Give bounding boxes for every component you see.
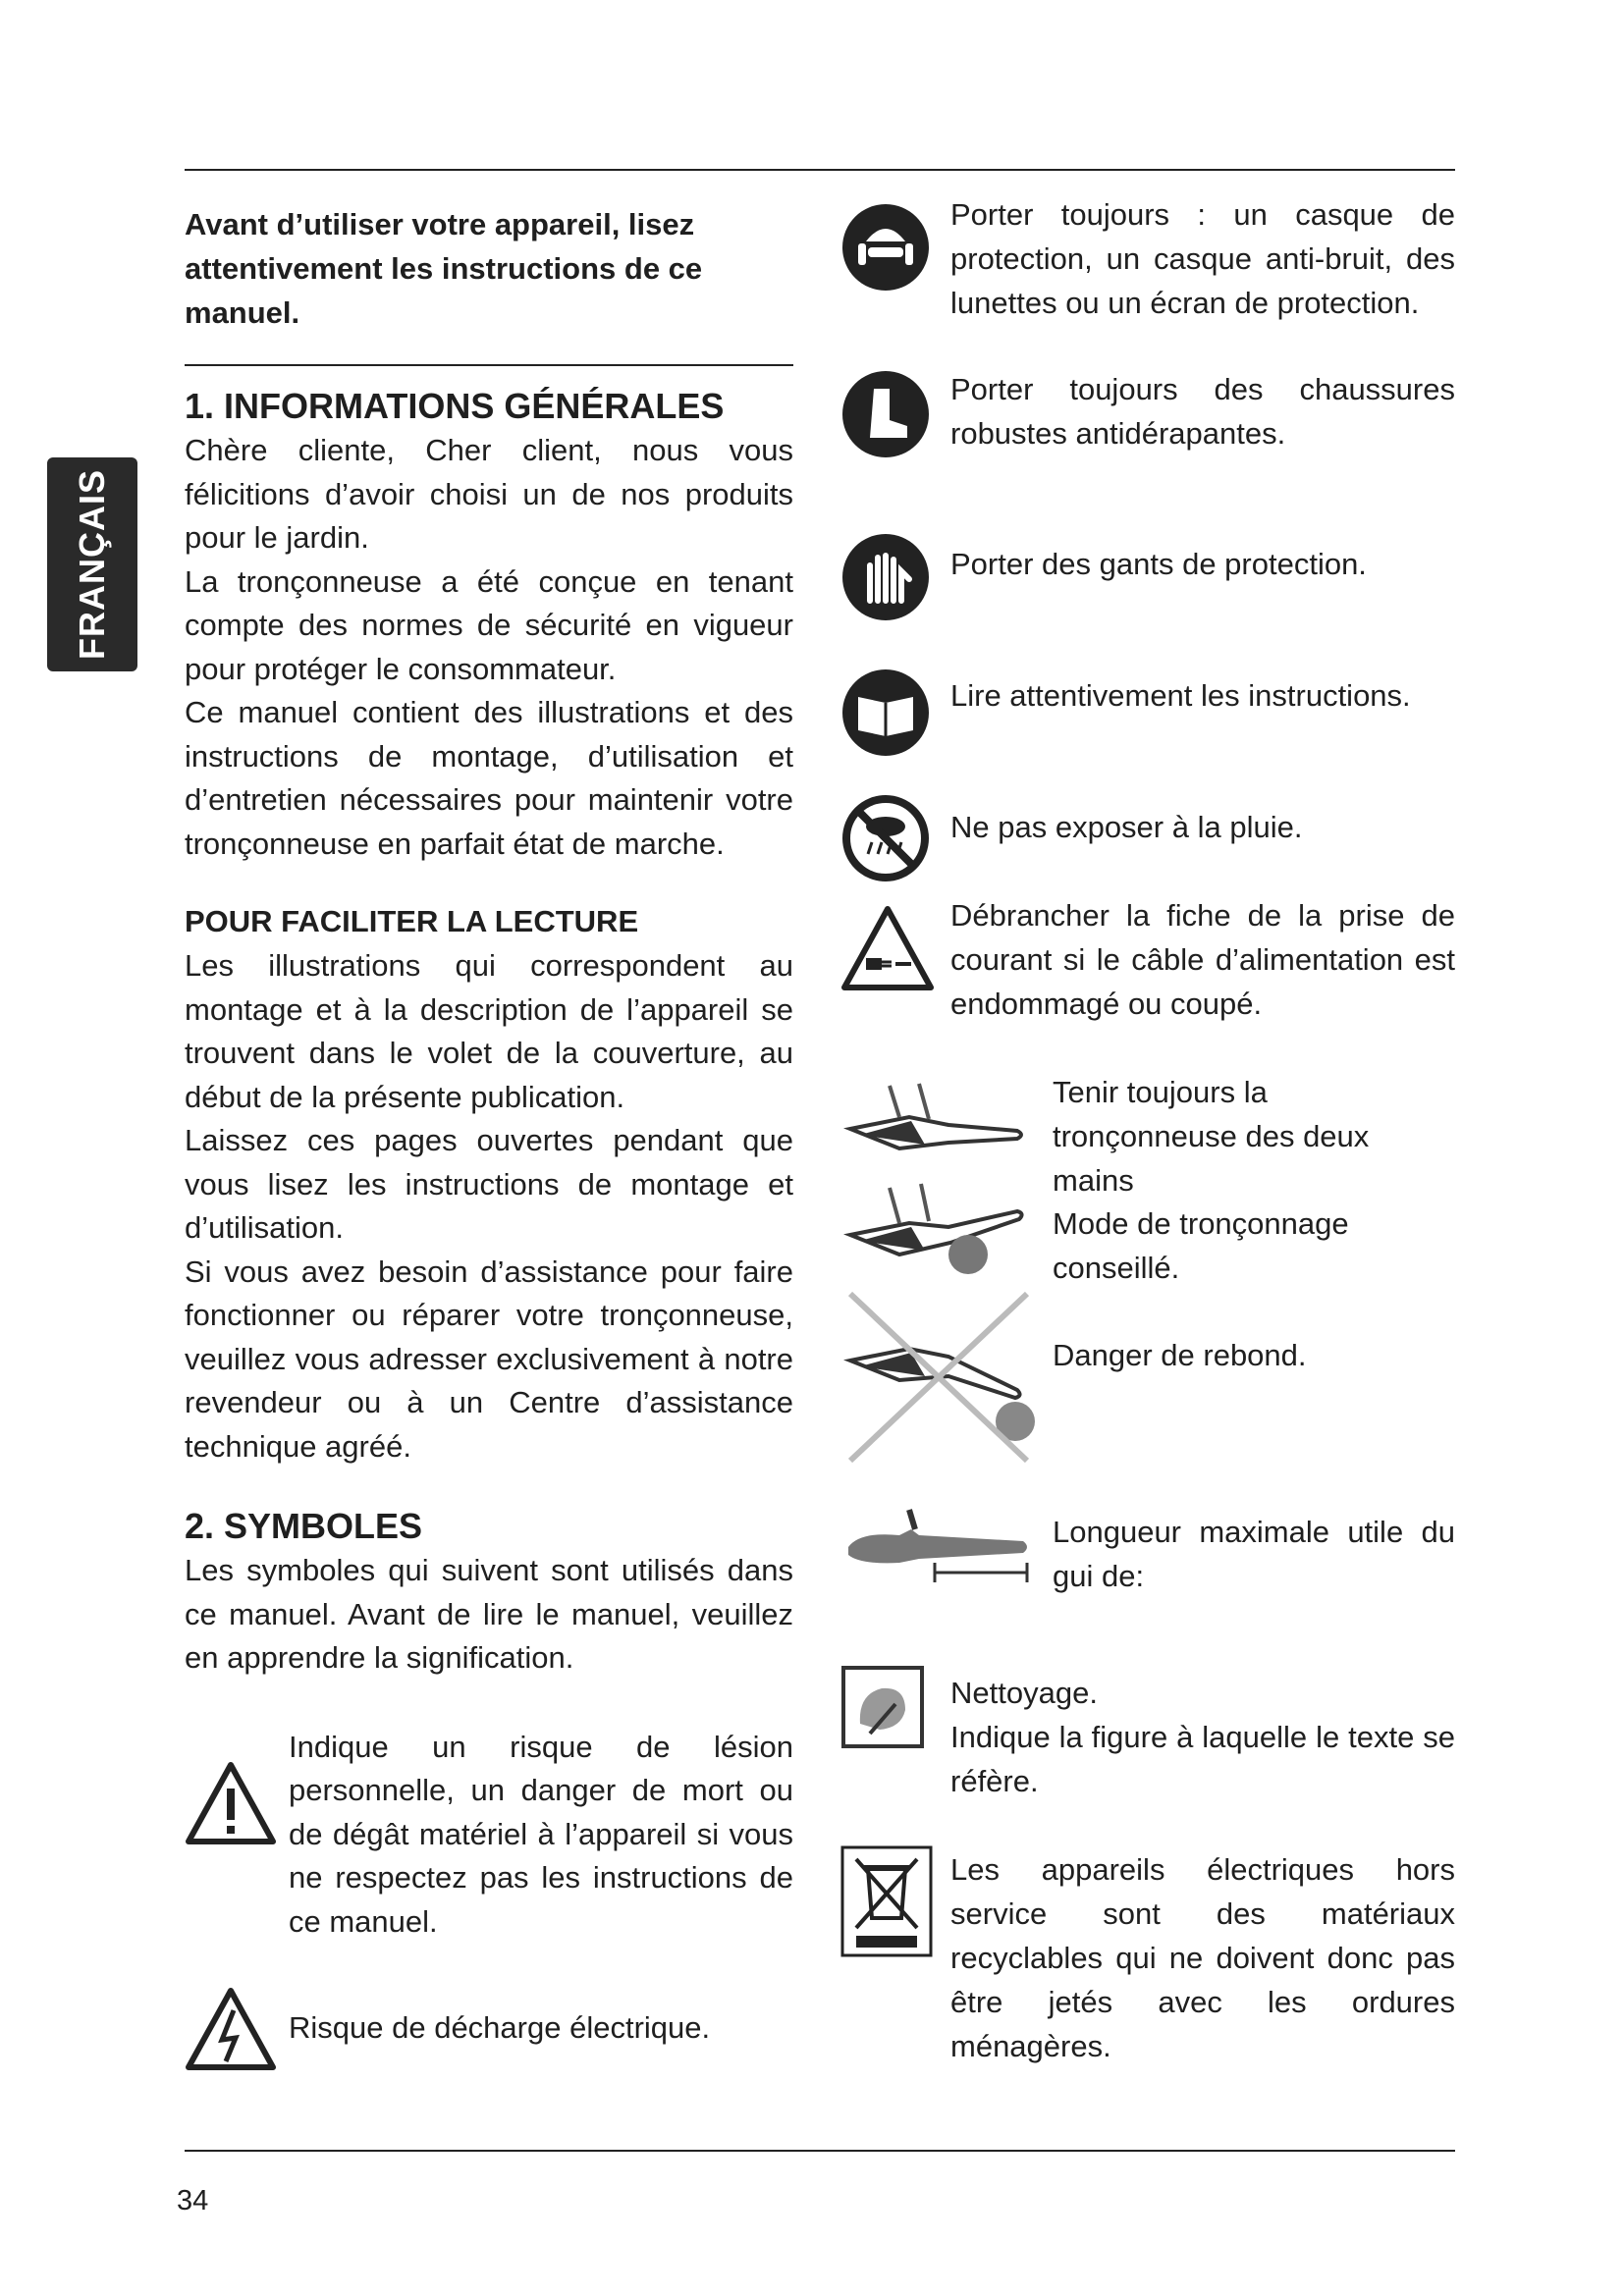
section-1-title: 1. INFORMATIONS GÉNÉRALES bbox=[185, 386, 725, 426]
reading-paragraph-3: Si vous avez besoin d’assistance pour faire fonctionner ou réparer votre tronçonneuse, veuillez vous adresser exclusivement à notre revendeur ou à un Centre d’assistance technique agréé. bbox=[185, 1254, 793, 1464]
boots-text: Porter toujours des chaussures robustes antidérapantes. bbox=[950, 372, 1455, 451]
figure-reference-text: Indique la figure à laquelle le texte se réfère. bbox=[950, 1720, 1455, 1798]
gloves-text: Porter des gants de protection. bbox=[950, 547, 1367, 581]
gloves-icon bbox=[840, 532, 931, 622]
boots-icon bbox=[840, 369, 931, 459]
reading-title: POUR FACILITER LA LECTURE bbox=[185, 904, 639, 938]
helmet-text: Porter toujours : un casque de protection, un casque anti-bruit, des lunettes ou un écran de protection. bbox=[950, 197, 1455, 320]
intro-rule bbox=[185, 364, 793, 366]
cleaning-text: Nettoyage. bbox=[950, 1676, 1098, 1710]
section-1-paragraph-3: Ce manuel contient des illustrations et des instructions de montage, d’utilisation et d’entretien nécessaires pour maintenir votre tronçonneuse en parfait état de marche. bbox=[185, 695, 793, 861]
page-number: 34 bbox=[177, 2185, 209, 2216]
two-hands-chainsaw-icon bbox=[840, 1066, 1027, 1164]
cutting-mode-icon bbox=[840, 1172, 1027, 1280]
bottom-rule bbox=[185, 2150, 1455, 2152]
crossed-bin-icon bbox=[840, 1845, 933, 1957]
warning-text: Indique un risque de lésion personnelle, un danger de mort ou de dégât matériel à l’appareil si vous ne respectez pas les instructions de ce manuel. bbox=[289, 1729, 793, 1939]
section-1-paragraph-2: La tronçonneuse a été conçue en tenant compte des normes de sécurité en vigueur pour protéger le consommateur. bbox=[185, 563, 793, 686]
section-2-paragraph: Les symboles qui suivent sont utilisés dans ce manuel. Avant de lire le manuel, veuillez en apprendre la signification. bbox=[185, 1553, 793, 1675]
bar-length-icon bbox=[840, 1502, 1033, 1600]
cleaning-icon bbox=[840, 1665, 925, 1749]
kickback-text: Danger de rebond. bbox=[1053, 1338, 1307, 1372]
language-tab-label: FRANÇAIS bbox=[72, 469, 112, 660]
helmet-icon bbox=[840, 202, 931, 293]
shock-text: Risque de décharge électrique. bbox=[289, 2010, 711, 2045]
kickback-icon bbox=[840, 1288, 1037, 1465]
unplug-text: Débrancher la fiche de la prise de courant si le câble d’alimentation est endommagé ou coupé. bbox=[950, 898, 1455, 1021]
intro-text: Avant d’utiliser votre appareil, lisez attentivement les instructions de ce manuel. bbox=[185, 207, 703, 330]
language-tab bbox=[47, 457, 137, 671]
reading-paragraph-2: Laissez ces pages ouvertes pendant que vous lisez les instructions de montage et d’utilisation. bbox=[185, 1123, 793, 1245]
recycling-text: Les appareils électriques hors service sont des matériaux recyclables qui ne doivent donc pas être jetés avec les ordures ménagères. bbox=[950, 1852, 1455, 2063]
electric-shock-icon bbox=[185, 1987, 277, 2071]
bar-length-text: Longueur maximale utile du gui de: bbox=[1053, 1515, 1455, 1593]
two-hands-text: Tenir toujours la tronçonneuse des deux mains bbox=[1053, 1075, 1370, 1198]
cutting-text: Mode de tronçonnage conseillé. bbox=[1053, 1206, 1349, 1285]
read-text: Lire attentivement les instructions. bbox=[950, 678, 1411, 713]
section-1-paragraph-1: Chère cliente, Cher client, nous vous félicitions d’avoir choisi un de nos produits pour le jardin. bbox=[185, 433, 793, 555]
reading-paragraph-1: Les illustrations qui correspondent au montage et à la description de l’appareil se trouvent dans le volet de la couverture, au début de la présente publication. bbox=[185, 948, 793, 1114]
section-2-title: 2. SYMBOLES bbox=[185, 1506, 423, 1546]
book-icon bbox=[840, 667, 931, 758]
warning-triangle-icon bbox=[185, 1761, 277, 1845]
warning-symbol-row bbox=[185, 1726, 793, 1945]
left-column bbox=[185, 202, 793, 2051]
rain-text: Ne pas exposer à la pluie. bbox=[950, 810, 1303, 844]
shock-symbol-row bbox=[185, 1999, 793, 2051]
unplug-warning-icon bbox=[840, 905, 935, 993]
cleaning-text-block bbox=[950, 1671, 1455, 1803]
no-rain-icon bbox=[840, 793, 931, 883]
top-rule bbox=[185, 169, 1455, 171]
